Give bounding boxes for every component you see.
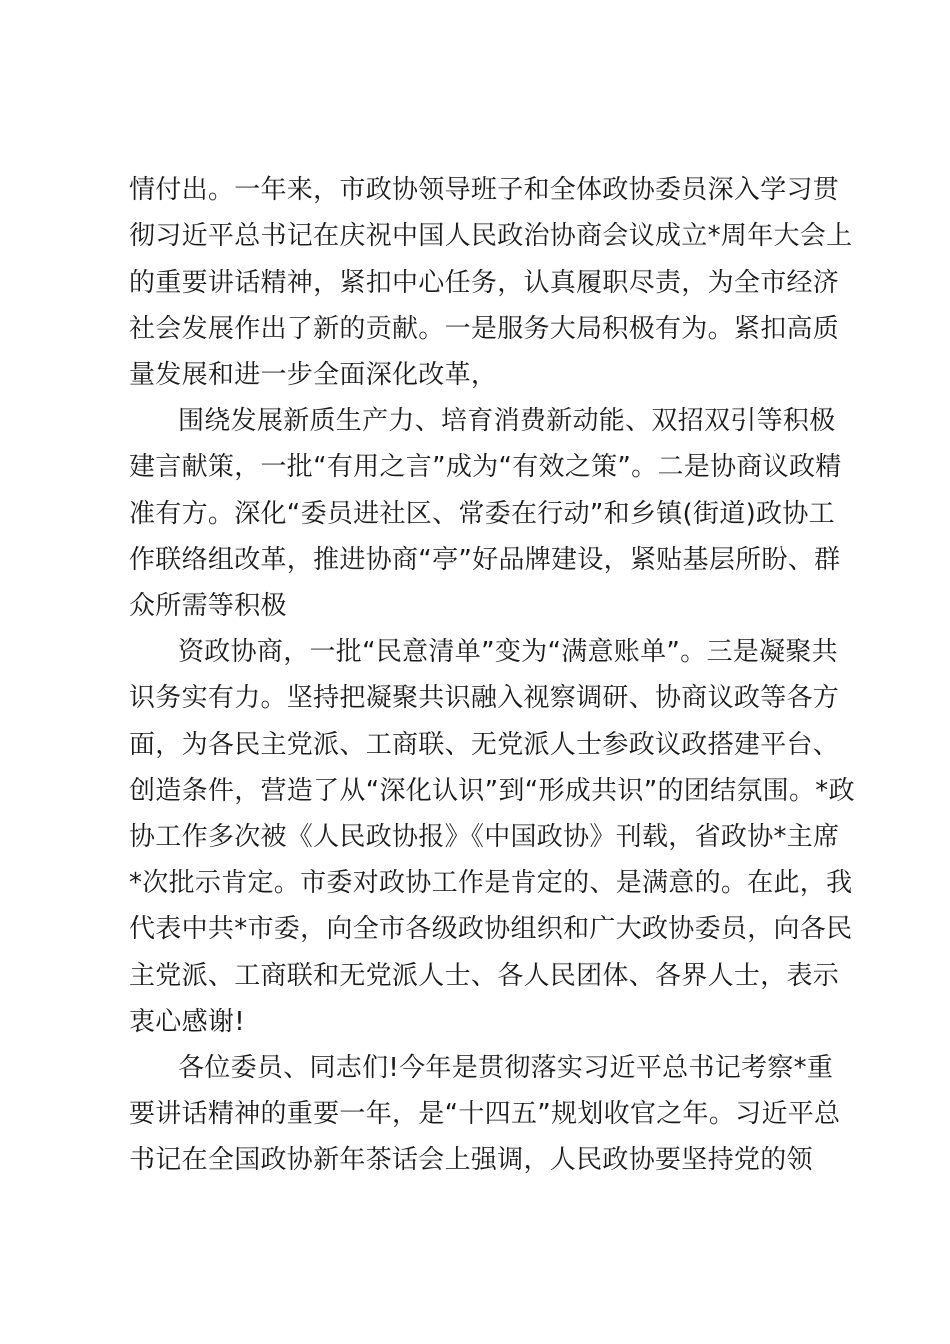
text-line: 情付出。一年来，市政协领导班子和全体政协委员深入学习贯 <box>129 175 840 205</box>
text-line: 建言献策，一批“有用之言”成为“有效之策”。二是协商议政精 <box>129 452 842 482</box>
text-line: 众所需等积极 <box>129 591 287 621</box>
text-line: 代表中共*市委，向全市各级政协组织和广大政协委员，向各民 <box>129 914 853 944</box>
text-line: 的重要讲话精神，紧扣中心任务，认真履职尽责，为全市经济 <box>129 268 840 298</box>
text-line: 各位委员、同志们!今年是贯彻落实习近平总书记考察*重 <box>178 1053 834 1083</box>
text-line: 资政协商，一批“民意清单”变为“满意账单”。三是凝聚共 <box>178 637 838 667</box>
text-line: 量发展和进一步全面深化改革， <box>129 360 498 390</box>
text-line: 准有方。深化“委员进社区、常委在行动”和乡镇(街道)政协工 <box>129 499 835 529</box>
text-line: 彻习近平总书记在庆祝中国人民政治协商会议成立*周年大会上 <box>129 221 853 251</box>
text-line: 协工作多次被《人民政协报》《中国政协》刊载，省政协*主席 <box>129 822 840 852</box>
text-line: 主党派、工商联和无党派人士、各人民团体、各界人士，表示 <box>129 961 840 991</box>
text-line: 作联络组改革，推进协商“亭”好品牌建设，紧贴基层所盼、群 <box>129 545 841 575</box>
text-line: 书记在全国政协新年茶话会上强调，人民政协要坚持党的领 <box>129 1145 813 1175</box>
text-line: *次批示肯定。市委对政协工作是肯定的、是满意的。在此，我 <box>129 868 853 898</box>
text-line: 衷心感谢! <box>129 1007 245 1037</box>
text-line: 要讲话精神的重要一年，是“十四五”规划收官之年。习近平总 <box>129 1099 841 1129</box>
text-line: 识务实有力。坚持把凝聚共识融入视察调研、协商议政等各方 <box>129 683 840 713</box>
text-line: 社会发展作出了新的贡献。一是服务大局积极有为。紧扣高质 <box>129 314 840 344</box>
text-line: 围绕发展新质生产力、培育消费新动能、双招双引等积极 <box>178 406 836 436</box>
text-line: 创造条件，营造了从“深化认识”到“形成共识”的团结氛围。*政 <box>129 776 855 806</box>
text-line: 面，为各民主党派、工商联、无党派人士参政议政搭建平台、 <box>129 730 840 760</box>
